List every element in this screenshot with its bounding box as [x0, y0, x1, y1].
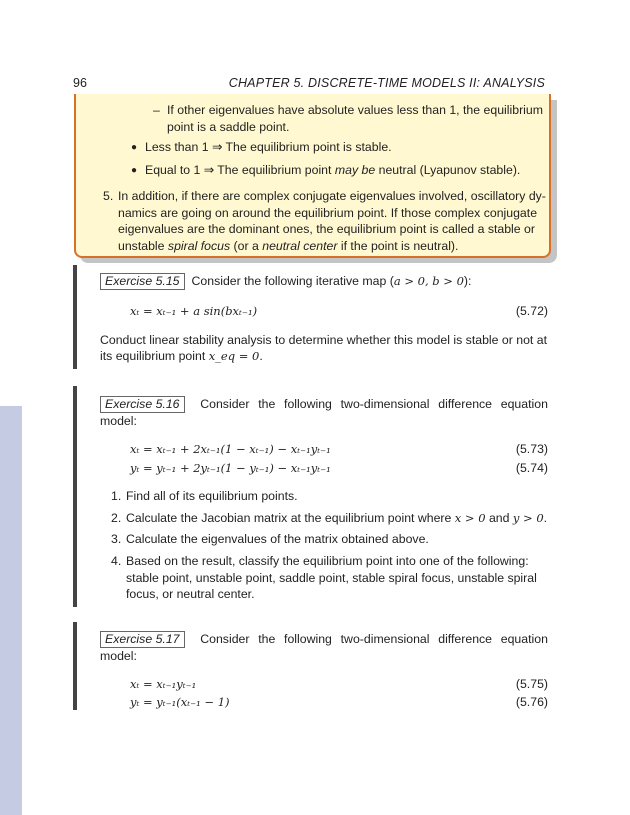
- equation-5-75: xₜ = xₜ₋₁yₜ₋₁: [130, 677, 197, 691]
- list-item: focus, or neutral center.: [126, 587, 255, 601]
- exercise-text: its equilibrium point x_eq = 0.: [100, 349, 263, 363]
- list-number: 1.: [111, 489, 122, 503]
- exercise-label: Exercise 5.15: [100, 273, 185, 290]
- dash-item-line: point is a saddle point.: [167, 120, 290, 134]
- list-item: Calculate the Jacobian matrix at the equilibrium point where x > 0 and y > 0.: [126, 511, 548, 525]
- item5-line: namics are going on around the equilibrium point. If those complex conjugate: [118, 206, 538, 220]
- equation-5-73: xₜ = xₜ₋₁ + 2xₜ₋₁(1 − xₜ₋₁) − xₜ₋₁yₜ₋₁: [130, 442, 331, 456]
- equation-number: (5.76): [515, 695, 548, 709]
- exercise-intro-line2: model:: [100, 649, 137, 663]
- exercise-label: Exercise 5.17: [100, 631, 185, 648]
- dash-item-line: If other eigenvalues have absolute values less than 1, the equilibrium: [167, 103, 543, 117]
- exercise-5-16: [73, 386, 548, 607]
- item5-line: In addition, if there are complex conjugate eigenvalues involved, oscillatory dy-: [118, 189, 546, 203]
- list-number: 4.: [111, 554, 122, 568]
- running-head: CHAPTER 5. DISCRETE-TIME MODELS II: ANALYSIS: [228, 76, 545, 90]
- bullet-item: Equal to 1 ⇒ The equilibrium point may be neutral (Lyapunov stable).: [145, 163, 521, 177]
- list-number: 3.: [111, 532, 122, 546]
- side-margin-tab: [0, 406, 22, 815]
- bullet-marker: ●: [131, 165, 138, 176]
- exercise-intro: Exercise 5.15 Consider the following iterative map (a > 0, b > 0):: [100, 273, 471, 290]
- list-item: stable point, unstable point, saddle point, stable spiral focus, unstable spiral: [126, 571, 537, 585]
- equation-5-76: yₜ = yₜ₋₁(xₜ₋₁ − 1): [130, 695, 230, 709]
- equation-number: (5.73): [515, 442, 548, 456]
- list-number: 2.: [111, 511, 122, 525]
- equation-number: (5.74): [515, 461, 548, 475]
- summary-box: [74, 94, 551, 258]
- list-item: Based on the result, classify the equilibrium point into one of the following:: [126, 554, 529, 568]
- equation-number: (5.75): [515, 677, 548, 691]
- exercise-intro: Exercise 5.16 Consider the following two-dimensional difference equation: [100, 396, 548, 413]
- dash-marker: –: [153, 103, 160, 117]
- exercise-label: Exercise 5.16: [100, 396, 185, 413]
- equation-5-72: xₜ = xₜ₋₁ + a sin(bxₜ₋₁): [130, 304, 258, 318]
- exercise-text: Conduct linear stability analysis to determine whether this model is stable or not at: [100, 333, 548, 347]
- exercise-intro-line2: model:: [100, 414, 137, 428]
- page-number: 96: [73, 76, 87, 90]
- bullet-item: Less than 1 ⇒ The equilibrium point is stable.: [145, 140, 392, 154]
- list-item: Find all of its equilibrium points.: [126, 489, 298, 503]
- exercise-5-15: [73, 265, 548, 369]
- equation-5-74: yₜ = yₜ₋₁ + 2yₜ₋₁(1 − yₜ₋₁) − xₜ₋₁yₜ₋₁: [130, 461, 331, 475]
- exercise-5-17: [73, 622, 548, 710]
- list-item: Calculate the eigenvalues of the matrix obtained above.: [126, 532, 429, 546]
- item5-line: eigenvalues are the dominant ones, the equilibrium point is called a stable or: [118, 222, 535, 236]
- exercise-intro: Exercise 5.17 Consider the following two-dimensional difference equation: [100, 631, 548, 648]
- item5-line: unstable spiral focus (or a neutral center if the point is neutral).: [118, 239, 459, 253]
- bullet-marker: ●: [131, 142, 138, 153]
- equation-number: (5.72): [515, 304, 548, 318]
- list-number: 5.: [103, 189, 114, 203]
